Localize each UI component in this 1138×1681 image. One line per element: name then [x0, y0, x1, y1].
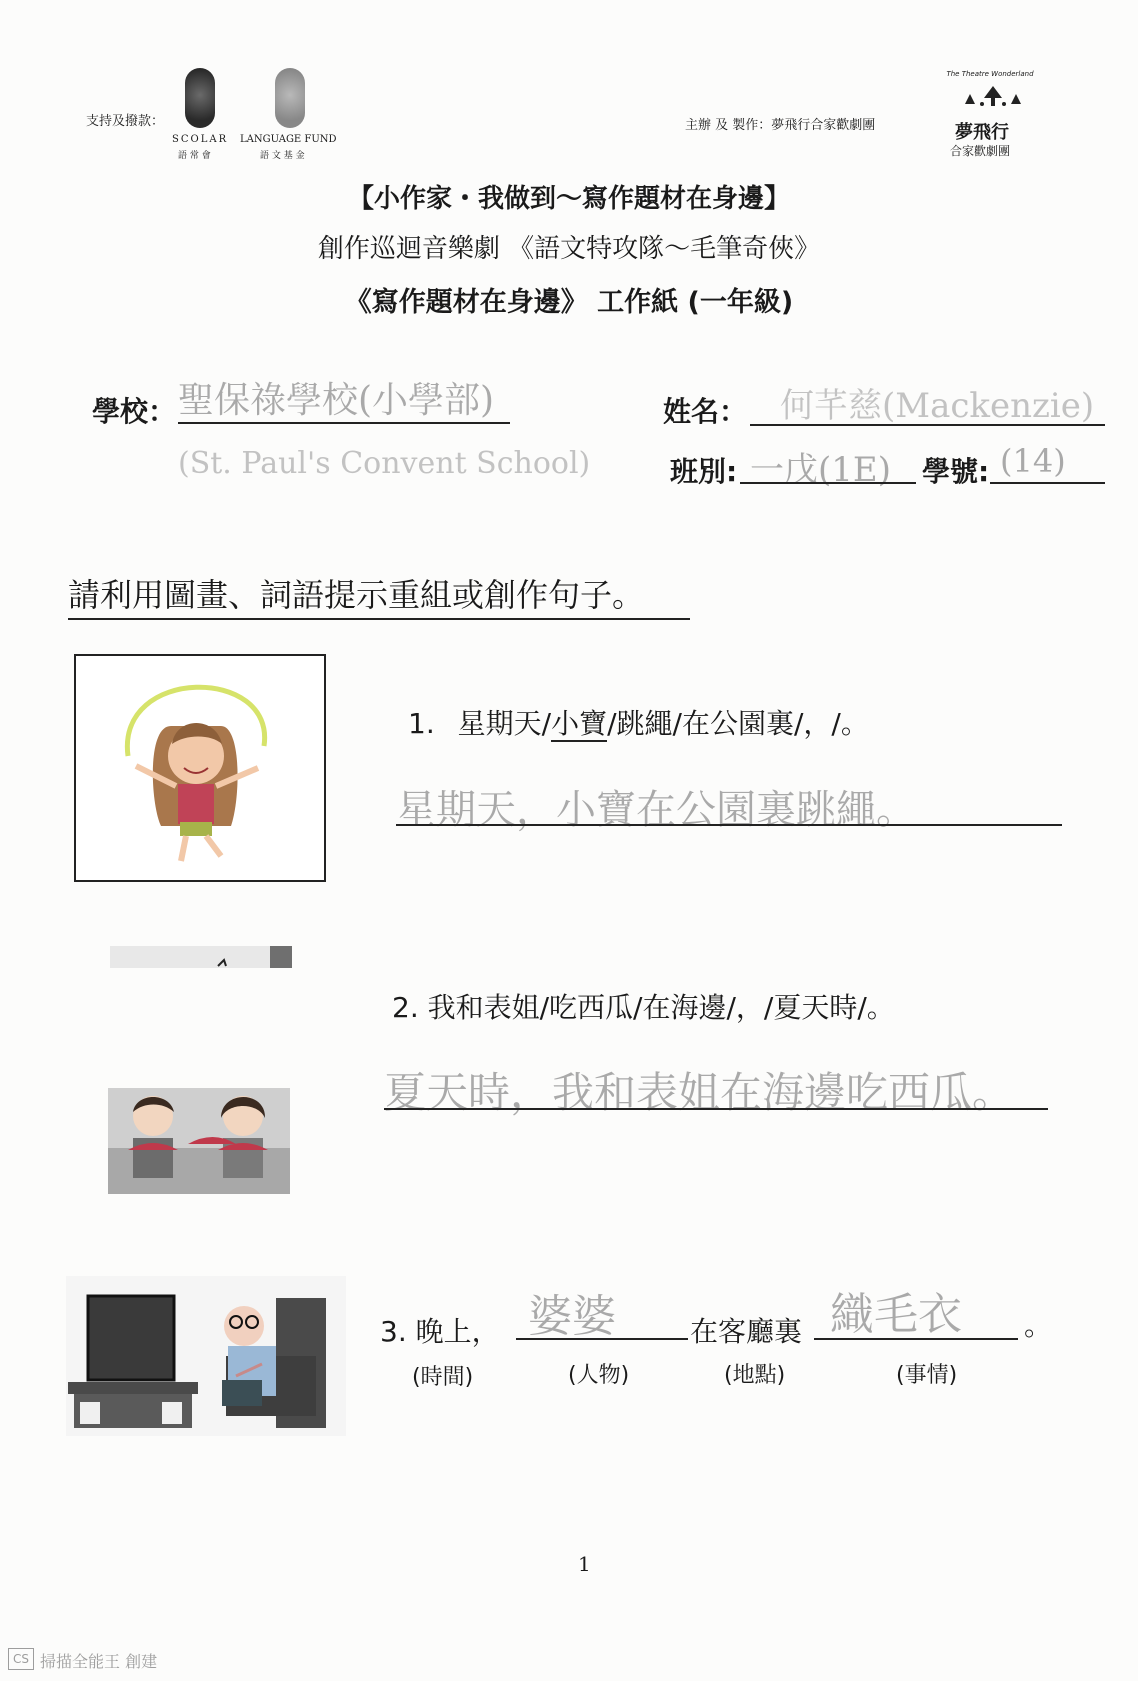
question-2-picture: [108, 1088, 290, 1194]
scolar-logo-icon: [185, 68, 215, 128]
school-value-en: (St. Paul's Convent School): [178, 446, 591, 481]
question-3-prompt-start: 3. 晚上，: [380, 1315, 500, 1348]
underlined-word: 小寶: [551, 707, 608, 740]
question-1-answer: 星期天，小寶在公園裏跳繩。: [396, 787, 916, 833]
question-3-blank-1-answer: 婆婆: [528, 1291, 616, 1342]
question-3-picture: [66, 1276, 346, 1436]
class-value: 一戊(1E): [750, 450, 891, 490]
question-3-prompt-mid: 在客廳裏: [690, 1315, 803, 1348]
question-2-answer: 夏天時，我和表姐在海邊吃西瓜。: [384, 1068, 1015, 1117]
language-fund-logo-icon: [275, 68, 305, 128]
name-value: 何芊慈(Mackenzie): [780, 386, 1095, 426]
class-line: [740, 482, 916, 484]
school-line: [178, 422, 510, 424]
number-line: [990, 482, 1105, 484]
question-2-number: 2.: [392, 991, 419, 1024]
name-line: [750, 424, 1105, 426]
question-1-picture: [74, 654, 326, 882]
girl-skipping-rope-icon: [76, 656, 324, 880]
organizer-label: 主辦 及 製作：夢飛行合家歡劇團: [685, 118, 876, 133]
number-value: (14): [1000, 442, 1066, 480]
worksheet-title-2: 創作巡迴音樂劇 《語文特攻隊～毛筆奇俠》: [317, 234, 821, 264]
instruction: 請利用圖畫、詞語提示重組或創作句子。: [68, 570, 690, 620]
worksheet-title-3: 《寫作題材在身邊》 工作紙 (一年級): [344, 287, 794, 318]
number-label: 學號:: [922, 455, 990, 488]
label-place: (地點): [724, 1363, 786, 1388]
question-1-prompt: 1. 星期天/小寶/跳繩/在公園裏/，/。: [408, 707, 869, 740]
sponsor-label: 支持及撥款：: [86, 114, 165, 129]
theatre-logo-zh-sub: 合家歡劇團: [950, 144, 1011, 158]
school-label: 學校：: [92, 395, 177, 428]
class-label: 班別:: [670, 455, 738, 488]
label-event: (事情): [896, 1363, 958, 1388]
theatre-logo-en: The Theatre Wonderland: [946, 70, 1034, 78]
label-person: (人物): [568, 1363, 630, 1388]
school-value: 聖保祿學校(小學部): [178, 380, 495, 421]
question-1-answer-line: [396, 824, 1062, 826]
grandma-knitting-tv-icon: [66, 1276, 346, 1436]
theatre-logo-icon: [958, 84, 1028, 110]
question-1-number: 1.: [408, 707, 435, 740]
worksheet-title-1: 【小作家・我做到～寫作題材在身邊】: [347, 184, 790, 214]
camscanner-logo-icon: CS: [8, 1648, 34, 1670]
question-3-blank-1-line: [516, 1338, 688, 1340]
question-3-blank-2-answer: 織毛衣: [830, 1289, 962, 1340]
theatre-logo-zh: 夢飛行: [955, 122, 1009, 143]
name-label: 姓名：: [663, 395, 748, 428]
question-2-answer-line: [384, 1108, 1048, 1110]
question-3-number: 3.: [380, 1315, 407, 1348]
scolar-logo-text: SCOLAR: [172, 134, 229, 145]
question-3-prompt-end: 。: [1024, 1309, 1053, 1342]
children-eating-watermelon-icon: [108, 1088, 290, 1194]
language-fund-logo-text-zh: 語 文 基 金: [260, 151, 305, 161]
scolar-logo-text-zh: 語 常 會: [178, 151, 211, 161]
question-3-blank-2-line: [814, 1338, 1018, 1340]
page-number: 1: [578, 1552, 591, 1576]
question-2-prompt: 2. 我和表姐/吃西瓜/在海邊/，/夏天時/。: [392, 991, 895, 1024]
beach-scene-top-icon: [110, 946, 292, 970]
language-fund-logo-text: LANGUAGE FUND: [240, 134, 337, 145]
label-time: (時間): [412, 1365, 474, 1390]
watermark-text: 掃描全能王 創建: [40, 1652, 158, 1671]
